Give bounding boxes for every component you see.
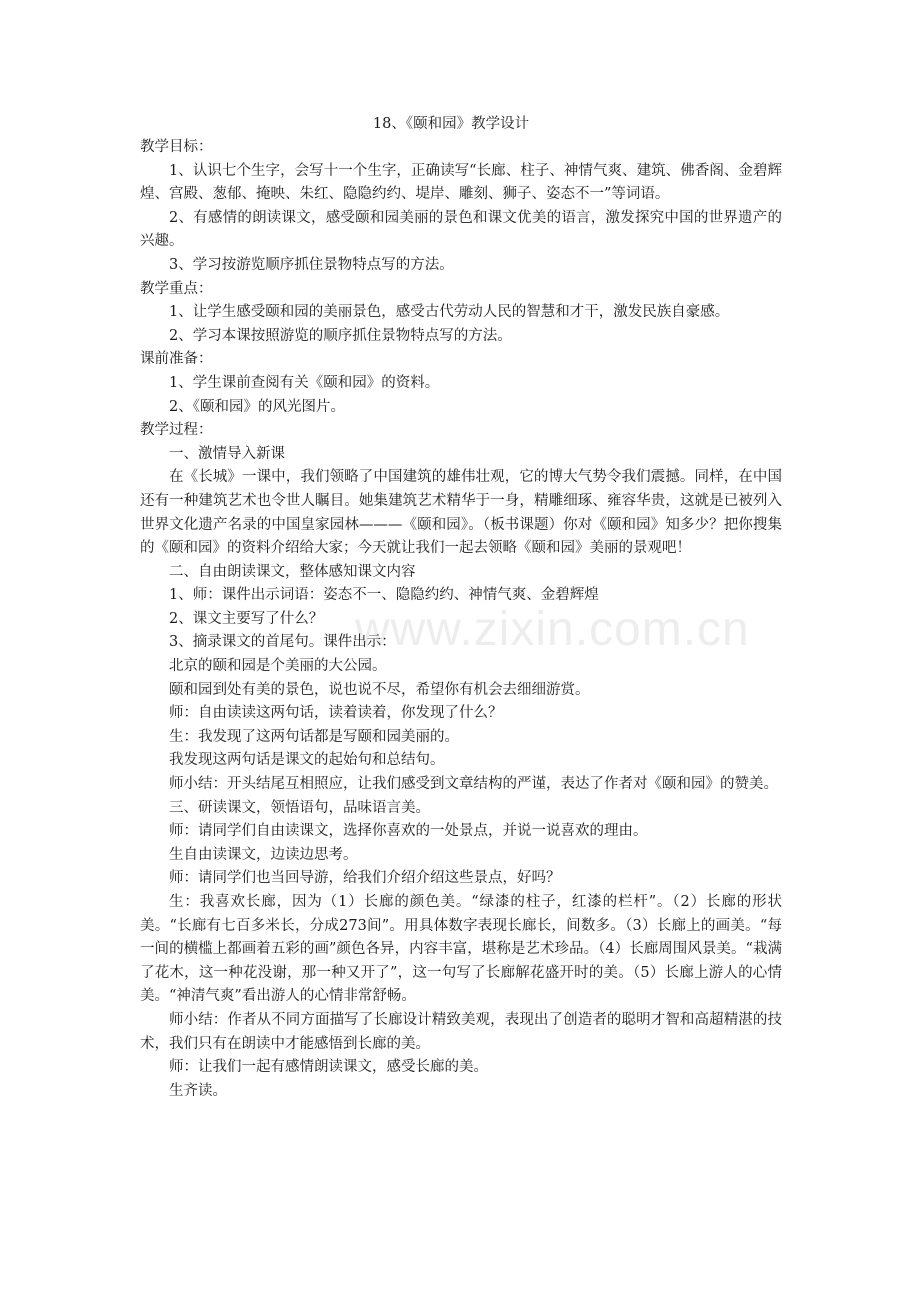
paragraph: 北京的颐和园是个美丽的大公园。 xyxy=(169,658,387,675)
paragraph: 2、学习本课按照游览的顺序抓住景物特点写的方法。 xyxy=(169,327,512,344)
document-page xyxy=(140,112,782,1103)
section-heading: 教学重点： xyxy=(140,280,213,297)
paragraph: 一、激情导入新课 xyxy=(169,445,285,462)
paragraph: 1、认识七个生字，会写十一个生字，正确读写“长廊、柱子、神情气爽、建筑、佛香阁、金碧辉煌、宫殿、葱郁、掩映、朱红、隐隐约约、堤岸、雕刻、狮子、姿态不一”等词语。 xyxy=(140,162,782,203)
paragraph: 1、让学生感受颐和园的美丽景色，感受古代劳动人民的智慧和才干，激发民族自豪感。 xyxy=(169,304,730,321)
paragraph: 1、学生课前查阅有关《颐和园》的资料。 xyxy=(169,374,440,391)
paragraph: 在《长城》一课中，我们领略了中国建筑的雄伟壮观，它的博大气势令我们震撼。同样，在中国还有一种建筑艺术也令世人瞩目。她集建筑艺术精华于一身，精雕细琢、雍容华贵，这就是已被列入世界文化遗产名录的中国皇家园林———《颐和园》。（板书课题）你对《颐和园》知多少？把你搜集的《颐和园》的资料介绍给大家；今天就让我们一起去领略《颐和园》美丽的景观吧！ xyxy=(140,469,782,557)
paragraph: 三、研读课文，领悟语句，品味语言美。 xyxy=(169,799,430,816)
section-heading: 课前准备： xyxy=(140,351,213,368)
watermark: www.zixin.com.cn xyxy=(355,603,750,656)
paragraph: 生：我喜欢长廊，因为（1）长廊的颜色美。“绿漆的柱子，红漆的栏杆”。（2）长廊的形状美。“长廊有七百多米长，分成273间”。用具体数字表现长廊长，间数多。（3）长廊上的画美。“每一间的横槛上都画着五彩的画”颜色各异，内容丰富，堪称是艺术珍品。（4）长廊周围风景美。“栽满了花木，这一种花没谢，那一种又开了”，这一句写了长廊解花盛开时的美。（5）长廊上游人的心情美。“神清气爽”看出游人的心情非常舒畅。 xyxy=(140,894,782,1005)
paragraph: 师：让我们一起有感情朗读课文，感受长廊的美。 xyxy=(169,1059,488,1076)
paragraph: 我发现这两句话是课文的起始句和总结句。 xyxy=(169,752,445,769)
paragraph: 2、有感情的朗读课文，感受颐和园美丽的景色和课文优美的语言，激发探究中国的世界遗产的兴趣。 xyxy=(140,209,782,250)
paragraph: 生：我发现了这两句话都是写颐和园美丽的。 xyxy=(169,728,459,745)
paragraph: 师：自由读读这两句话，读着读着，你发现了什么？ xyxy=(169,705,503,722)
section-heading: 教学过程： xyxy=(140,422,213,439)
paragraph: 3、学习按游览顺序抓住景物特点写的方法。 xyxy=(169,256,454,273)
paragraph: 3、摘录课文的首尾句。课件出示： xyxy=(169,634,396,651)
paragraph: 生齐读。 xyxy=(169,1082,227,1099)
paragraph: 生自由读课文，边读边思考。 xyxy=(169,846,358,863)
section-heading: 教学目标： xyxy=(140,139,213,155)
paragraph: 师小结：开头结尾互相照应，让我们感受到文章结构的严谨，表达了作者对《颐和园》的赞美。 xyxy=(169,776,778,793)
paragraph: 师：请同学们也当回导游，给我们介绍介绍这些景点，好吗？ xyxy=(169,870,561,887)
document-body xyxy=(140,136,782,1103)
paragraph: 2、《颐和园》的风光图片。 xyxy=(169,398,345,415)
paragraph: 1、师：课件出示词语：姿态不一、隐隐约约、神情气爽、金碧辉煌 xyxy=(169,587,599,604)
paragraph: 师：请同学们自由读课文，选择你喜欢的一处景点，并说一说喜欢的理由。 xyxy=(169,823,648,840)
paragraph: 二、自由朗读课文，整体感知课文内容 xyxy=(169,563,416,580)
document-title: 18、《颐和园》教学设计 xyxy=(372,116,530,132)
paragraph: 2、课文主要写了什么？ xyxy=(169,610,324,627)
paragraph: 颐和园到处有美的景色，说也说不尽，希望你有机会去细细游赏。 xyxy=(169,681,590,698)
paragraph: 师小结：作者从不同方面描写了长廊设计精致美观，表现出了创造者的聪明才智和高超精湛的技术，我们只有在朗读中才能感悟到长廊的美。 xyxy=(140,1011,782,1052)
